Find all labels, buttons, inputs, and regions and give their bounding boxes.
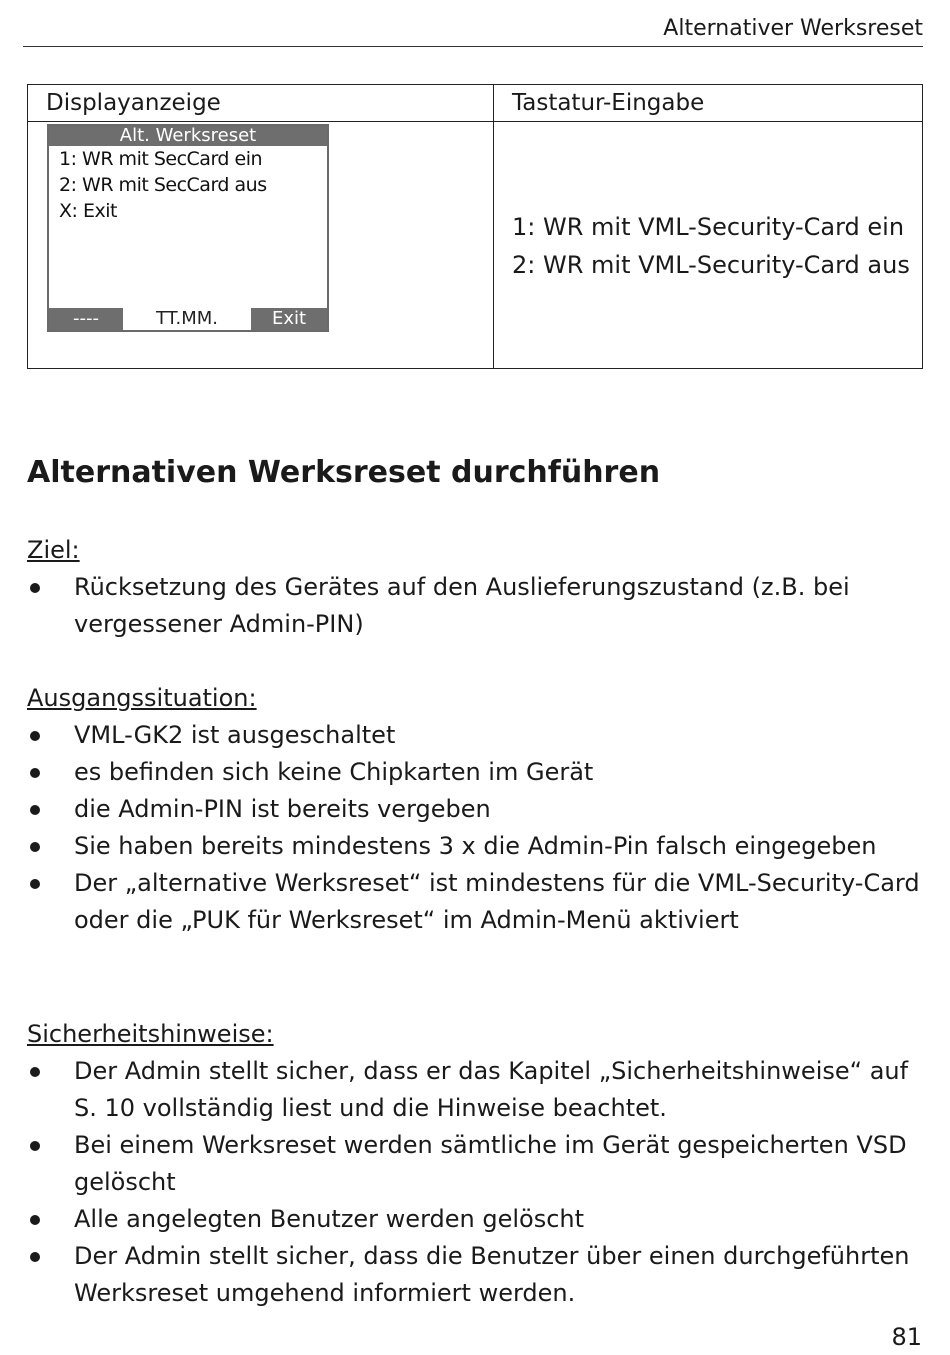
ziel-block — [27, 531, 927, 643]
list-item: Alle angelegten Benutzer werden gelöscht — [27, 1201, 927, 1238]
bullet-icon — [30, 1067, 40, 1077]
bullet-icon — [30, 768, 40, 778]
keyboard-option-2: 2: WR mit VML-Security-Card aus — [512, 251, 910, 279]
lcd-title: Alt. Werksreset — [49, 126, 327, 146]
bullet-icon — [30, 805, 40, 815]
ausgangssituation-block — [27, 679, 927, 939]
keyboard-cell — [494, 122, 923, 369]
bullet-icon — [30, 1215, 40, 1225]
list-item: Bei einem Werksreset werden sämtliche im Gerät gespeicherten VSD gelöscht — [27, 1127, 927, 1201]
lcd-line-2: 2: WR mit SecCard aus — [59, 174, 267, 196]
table-header-display: Displayanzeige — [28, 85, 494, 122]
bullet-icon — [30, 1252, 40, 1262]
list-item: VML-GK2 ist ausgeschaltet — [27, 717, 927, 754]
section-title: Alternativen Werksreset durchführen — [27, 455, 661, 490]
ausgangssituation-label: Ausgangssituation: — [27, 684, 257, 712]
softkey-date: TT.MM. — [155, 308, 219, 329]
lcd-line-3: X: Exit — [59, 200, 117, 222]
page-number: 81 — [891, 1323, 922, 1351]
lcd-softkey-bar — [49, 308, 327, 330]
bullet-icon — [30, 842, 40, 852]
display-cell — [28, 122, 494, 369]
list-item: Der „alternative Werksreset“ ist mindestens für die VML-Security-Card oder die „PUK für Werksreset“ im Admin-Menü aktiviert — [27, 865, 927, 939]
sicherheitshinweise-block — [27, 1015, 927, 1312]
bullet-icon — [30, 583, 40, 593]
list-item: Der Admin stellt sicher, dass er das Kapitel „Sicherheitshinweise“ auf S. 10 vollständig liest und die Hinweise beachtet. — [27, 1053, 927, 1127]
bullet-icon — [30, 731, 40, 741]
lcd-screen — [47, 124, 329, 332]
bullet-icon — [30, 879, 40, 889]
softkey-exit: Exit — [251, 308, 327, 330]
list-item: es befinden sich keine Chipkarten im Gerät — [27, 754, 927, 791]
display-keyboard-table — [27, 84, 923, 369]
running-header: Alternativer Werksreset — [23, 14, 923, 47]
list-item: Der Admin stellt sicher, dass die Benutzer über einen durchgeführten Werksreset umgehend informiert werden. — [27, 1238, 927, 1312]
sicherheitshinweise-label: Sicherheitshinweise: — [27, 1020, 274, 1048]
list-item: Sie haben bereits mindestens 3 x die Admin-Pin falsch eingegeben — [27, 828, 927, 865]
list-item: die Admin-PIN ist bereits vergeben — [27, 791, 927, 828]
table-header-keyboard: Tastatur-Eingabe — [494, 85, 923, 122]
bullet-icon — [30, 1141, 40, 1151]
softkey-left: ---- — [49, 308, 123, 330]
lcd-line-1: 1: WR mit SecCard ein — [59, 148, 263, 170]
ziel-label: Ziel: — [27, 536, 80, 564]
list-item: Rücksetzung des Gerätes auf den Auslieferungszustand (z.B. bei vergessener Admin-PIN) — [27, 569, 927, 643]
keyboard-option-1: 1: WR mit VML-Security-Card ein — [512, 213, 905, 241]
